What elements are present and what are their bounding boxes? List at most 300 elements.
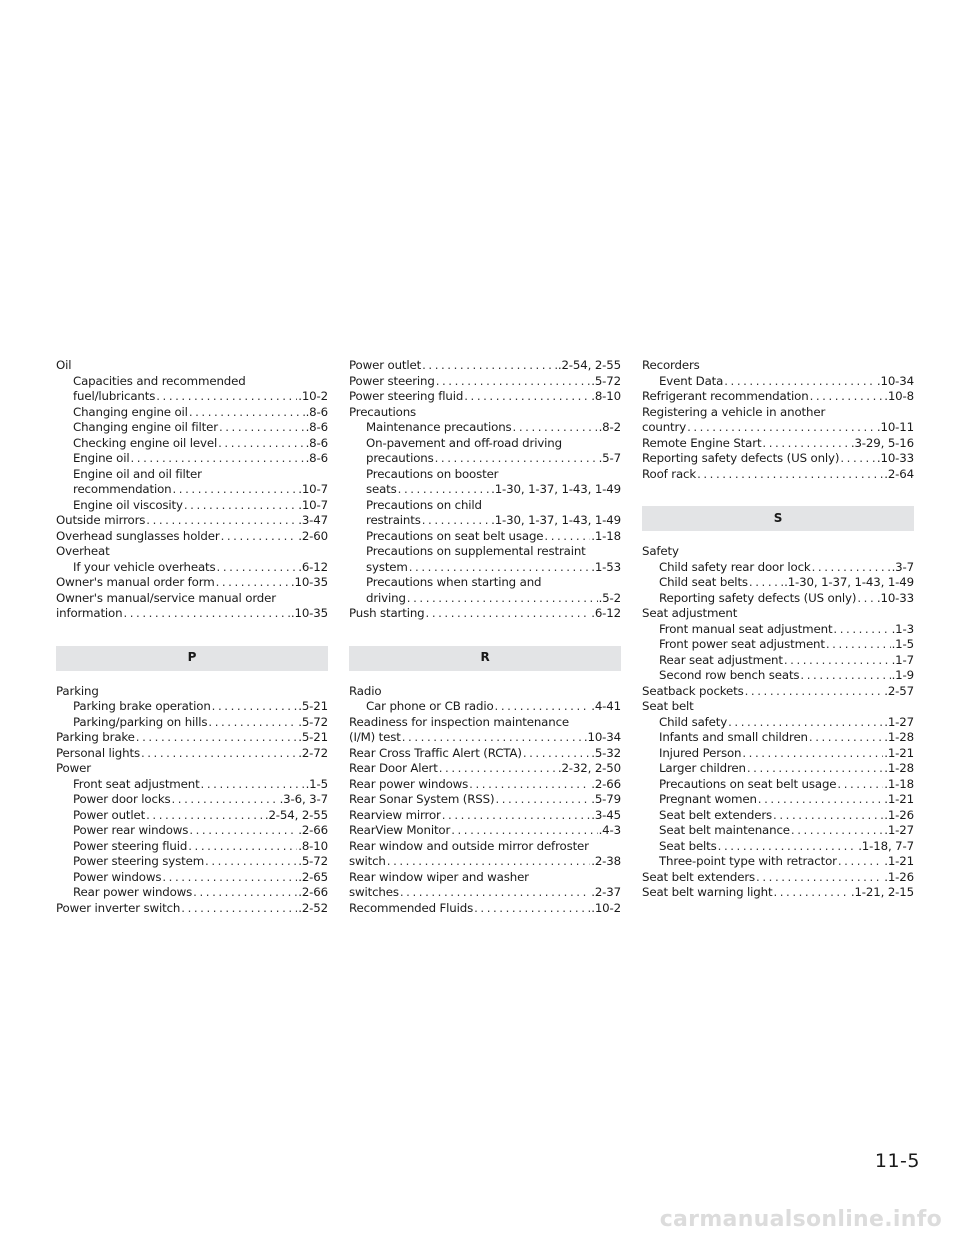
entry-term: Safety bbox=[642, 544, 679, 558]
index-subentry[interactable] bbox=[56, 808, 328, 824]
dot-leader bbox=[756, 870, 883, 886]
dot-leader bbox=[219, 420, 305, 436]
entry-page-ref[interactable]: .1-26 bbox=[884, 869, 914, 884]
entry-term: If your vehicle overheats bbox=[73, 559, 216, 574]
dot-leader bbox=[469, 777, 590, 793]
entry-page-ref[interactable]: .1-53 bbox=[591, 559, 621, 574]
entry-page-ref[interactable]: .2-66 bbox=[298, 885, 328, 899]
entry-term: Seat belt extenders bbox=[659, 807, 773, 822]
index-subentry[interactable] bbox=[56, 389, 328, 405]
dot-leader bbox=[809, 730, 883, 746]
dot-leader bbox=[812, 560, 891, 576]
entry-page-ref[interactable]: .2-32, 2-50 bbox=[557, 761, 621, 775]
dot-leader bbox=[426, 606, 591, 622]
entry-term: Power steering bbox=[349, 373, 435, 388]
entry-page-ref[interactable]: .1-18 bbox=[884, 776, 914, 791]
index-entry bbox=[349, 684, 621, 700]
entry-term: Power bbox=[56, 761, 91, 775]
entry-page-ref[interactable]: .5-32 bbox=[591, 745, 621, 760]
entry-page-ref[interactable]: .1-27 bbox=[884, 823, 914, 837]
entry-term: Rear Sonar System (RSS) bbox=[349, 792, 495, 806]
entry-term: Maintenance precautions bbox=[366, 420, 512, 434]
index-entry[interactable] bbox=[56, 606, 328, 622]
index-subentry[interactable] bbox=[642, 854, 914, 870]
index-subentry[interactable] bbox=[642, 637, 914, 653]
entry-page-ref[interactable]: .10-2 bbox=[591, 900, 621, 915]
entry-page-ref[interactable]: .2-65 bbox=[298, 869, 328, 884]
entry-page-ref[interactable]: .10-34 bbox=[876, 373, 914, 388]
index-subentry[interactable] bbox=[642, 591, 914, 607]
entry-page-ref[interactable]: .8-6 bbox=[305, 420, 328, 434]
index-subentry[interactable] bbox=[642, 839, 914, 855]
index-subentry[interactable] bbox=[642, 730, 914, 746]
dot-leader bbox=[146, 808, 264, 824]
entry-page-ref[interactable]: .2-60 bbox=[298, 528, 328, 543]
entry-page-ref[interactable]: .1-21, 2-15 bbox=[850, 885, 914, 899]
index-entry[interactable] bbox=[349, 901, 621, 917]
entry-term: Child safety rear door lock bbox=[659, 559, 811, 574]
entry-page-ref[interactable]: .1-21 bbox=[884, 745, 914, 760]
entry-term: recommendation bbox=[73, 482, 172, 496]
dot-leader bbox=[400, 885, 590, 901]
dot-leader bbox=[435, 451, 598, 467]
dot-leader bbox=[409, 560, 590, 576]
dot-leader bbox=[833, 622, 890, 638]
entry-page-ref[interactable]: .3-6, 3-7 bbox=[279, 792, 328, 806]
entry-term: Infants and small children bbox=[659, 730, 808, 744]
entry-term: Front manual seat adjustment bbox=[659, 621, 833, 636]
dot-leader bbox=[172, 792, 279, 808]
index-subentry[interactable] bbox=[642, 575, 914, 591]
dot-leader bbox=[422, 513, 490, 529]
entry-page-ref[interactable]: .10-7 bbox=[298, 482, 328, 496]
dot-leader bbox=[762, 436, 849, 452]
entry-term: Engine oil and oil filter bbox=[73, 466, 202, 481]
index-entry[interactable] bbox=[349, 374, 621, 390]
section-letter-heading: S bbox=[642, 506, 914, 531]
index-entry[interactable] bbox=[56, 730, 328, 746]
index-entry[interactable] bbox=[642, 389, 914, 405]
entry-page-ref[interactable]: .10-33 bbox=[876, 451, 914, 465]
section-letter-heading: P bbox=[56, 646, 328, 671]
entry-term: Remote Engine Start bbox=[642, 435, 762, 450]
index-entry[interactable] bbox=[349, 792, 621, 808]
index-subentry[interactable] bbox=[349, 560, 621, 576]
entry-page-ref[interactable]: .1-26 bbox=[884, 807, 914, 822]
index-subentry[interactable] bbox=[56, 777, 328, 793]
watermark: carmanualsonline.info bbox=[659, 1207, 942, 1232]
index-subentry[interactable] bbox=[642, 715, 914, 731]
entry-term: Oil bbox=[56, 358, 72, 372]
entry-term: Checking engine oil level bbox=[73, 435, 218, 450]
entry-page-ref[interactable]: .6-12 bbox=[591, 606, 621, 620]
entry-page-ref[interactable]: .2-66 bbox=[298, 823, 328, 837]
dot-leader bbox=[442, 808, 590, 824]
dot-leader bbox=[162, 870, 297, 886]
index-subentry[interactable] bbox=[56, 498, 328, 514]
entry-term: Changing engine oil filter bbox=[73, 420, 218, 434]
entry-page-ref[interactable]: .1-30, 1-37, 1-43, 1-49 bbox=[491, 513, 621, 527]
index-column-1 bbox=[56, 358, 328, 916]
index-entry bbox=[349, 715, 621, 731]
index-entry[interactable] bbox=[642, 420, 914, 436]
dot-leader bbox=[495, 699, 591, 715]
index-entry[interactable] bbox=[349, 730, 621, 746]
entry-page-ref[interactable]: .1-28 bbox=[884, 730, 914, 744]
dot-leader bbox=[205, 854, 297, 870]
index-subentry[interactable] bbox=[642, 653, 914, 669]
entry-term: Precautions on booster bbox=[366, 466, 499, 481]
index-subentry[interactable] bbox=[642, 808, 914, 824]
entry-term: Power steering fluid bbox=[349, 389, 464, 403]
entry-page-ref[interactable]: .8-10 bbox=[591, 389, 621, 403]
entry-term: Car phone or CB radio bbox=[366, 699, 494, 713]
entry-term: Reporting safety defects (US only) bbox=[642, 451, 840, 465]
entry-page-ref[interactable]: .8-2 bbox=[598, 420, 621, 434]
entry-term: Rearview mirror bbox=[349, 807, 441, 822]
dot-leader bbox=[697, 467, 883, 483]
entry-term: (I/M) test bbox=[349, 730, 401, 744]
entry-term: Engine oil viscosity bbox=[73, 497, 183, 512]
dot-leader bbox=[687, 420, 876, 436]
dot-leader bbox=[810, 389, 884, 405]
entry-term: Front seat adjustment bbox=[73, 776, 200, 791]
entry-term: Seat adjustment bbox=[642, 606, 738, 620]
entry-page-ref[interactable]: .10-33 bbox=[876, 590, 914, 605]
index-entry[interactable] bbox=[349, 389, 621, 405]
dot-leader bbox=[146, 513, 297, 529]
entry-page-ref[interactable]: .2-64 bbox=[884, 466, 914, 481]
entry-term: On-pavement and off-road driving bbox=[366, 435, 562, 450]
entry-page-ref[interactable]: .5-21 bbox=[298, 699, 328, 713]
dot-leader bbox=[495, 792, 590, 808]
index-subentry[interactable] bbox=[642, 668, 914, 684]
dot-leader bbox=[217, 560, 298, 576]
dot-leader bbox=[784, 653, 891, 669]
index-subentry bbox=[56, 467, 328, 483]
index-entry[interactable] bbox=[642, 436, 914, 452]
entry-term: Recommended Fluids bbox=[349, 900, 474, 915]
entry-page-ref[interactable]: .8-10 bbox=[298, 838, 328, 853]
entry-page-ref[interactable]: .1-30, 1-37, 1-43, 1-49 bbox=[491, 482, 621, 496]
entry-page-ref[interactable]: .2-37 bbox=[591, 885, 621, 899]
index-subentry[interactable] bbox=[349, 420, 621, 436]
dot-leader bbox=[189, 405, 305, 421]
dot-leader bbox=[523, 746, 590, 762]
entry-term: RearView Monitor bbox=[349, 823, 451, 837]
index-entry bbox=[56, 358, 328, 374]
index-subentry[interactable] bbox=[56, 854, 328, 870]
dot-leader bbox=[451, 823, 597, 839]
entry-page-ref[interactable]: .10-8 bbox=[884, 389, 914, 403]
entry-term: Injured Person bbox=[659, 745, 742, 760]
dot-leader bbox=[464, 389, 590, 405]
entry-term: Seat belts bbox=[659, 838, 717, 853]
entry-term: Reporting safety defects (US only) bbox=[659, 590, 857, 605]
entry-term: Registering a vehicle in another bbox=[642, 404, 826, 419]
entry-page-ref[interactable]: .5-72 bbox=[298, 854, 328, 868]
index-subentry[interactable] bbox=[56, 823, 328, 839]
index-subentry[interactable] bbox=[56, 436, 328, 452]
index-subentry[interactable] bbox=[642, 823, 914, 839]
index-subentry[interactable] bbox=[56, 792, 328, 808]
entry-term: precautions bbox=[366, 451, 434, 465]
entry-term: Power windows bbox=[73, 869, 162, 884]
entry-page-ref[interactable]: .5-72 bbox=[591, 373, 621, 388]
entry-term: information bbox=[56, 606, 123, 620]
entry-term: Precautions bbox=[349, 404, 417, 419]
dot-leader bbox=[758, 792, 883, 808]
entry-term: Pregnant women bbox=[659, 792, 757, 806]
entry-page-ref[interactable]: .3-29, 5-16 bbox=[850, 435, 914, 450]
entry-term: country bbox=[642, 420, 687, 434]
entry-page-ref[interactable]: .2-72 bbox=[298, 745, 328, 760]
index-subentry[interactable] bbox=[56, 560, 328, 576]
entry-term: seats bbox=[366, 482, 397, 496]
index-subentry[interactable] bbox=[56, 699, 328, 715]
index-subentry[interactable] bbox=[642, 560, 914, 576]
index-entry bbox=[642, 544, 914, 560]
entry-page-ref[interactable]: .10-2 bbox=[298, 389, 328, 403]
index-entry[interactable] bbox=[56, 901, 328, 917]
index-subentry[interactable] bbox=[56, 482, 328, 498]
dot-leader bbox=[156, 389, 297, 405]
index-entry[interactable] bbox=[349, 358, 621, 374]
index-entry[interactable] bbox=[349, 606, 621, 622]
entry-term: Readiness for inspection maintenance bbox=[349, 714, 570, 729]
index-subentry[interactable] bbox=[56, 715, 328, 731]
entry-page-ref[interactable]: .8-6 bbox=[305, 451, 328, 465]
index-entry[interactable] bbox=[349, 854, 621, 870]
entry-term: Parking brake bbox=[56, 730, 135, 744]
index-subentry[interactable] bbox=[56, 420, 328, 436]
index-entry[interactable] bbox=[349, 885, 621, 901]
entry-page-ref[interactable]: .1-9 bbox=[891, 668, 914, 682]
dot-leader bbox=[212, 699, 298, 715]
index-entry bbox=[642, 358, 914, 374]
entry-term: Radio bbox=[349, 683, 382, 698]
entry-page-ref[interactable]: .1-21 bbox=[884, 792, 914, 806]
index-entry[interactable] bbox=[349, 761, 621, 777]
entry-page-ref[interactable]: .1-18, 7-7 bbox=[858, 838, 914, 853]
index-column-3 bbox=[642, 358, 914, 901]
entry-page-ref[interactable]: .10-34 bbox=[583, 730, 621, 744]
index-subentry[interactable] bbox=[56, 451, 328, 467]
dot-leader bbox=[123, 606, 289, 622]
entry-page-ref[interactable]: .6-12 bbox=[298, 559, 328, 574]
entry-term: Seat belt bbox=[642, 699, 694, 713]
dot-leader bbox=[838, 854, 883, 870]
entry-term: Child safety bbox=[659, 714, 728, 729]
dot-leader bbox=[422, 358, 557, 374]
dot-leader bbox=[189, 823, 297, 839]
entry-page-ref[interactable]: .10-7 bbox=[298, 497, 328, 512]
entry-term: Parking bbox=[56, 683, 99, 698]
index-subentry[interactable] bbox=[56, 870, 328, 886]
index-column-2 bbox=[349, 358, 621, 916]
entry-page-ref[interactable]: .2-52 bbox=[298, 900, 328, 915]
dot-leader bbox=[800, 668, 890, 684]
entry-page-ref[interactable]: .5-2 bbox=[598, 590, 621, 605]
dot-leader bbox=[742, 746, 883, 762]
dot-leader bbox=[439, 761, 557, 777]
dot-leader bbox=[745, 684, 884, 700]
entry-term: Rear Door Alert bbox=[349, 761, 438, 775]
dot-leader bbox=[141, 746, 297, 762]
index-entry[interactable] bbox=[642, 451, 914, 467]
index-subentry[interactable] bbox=[349, 513, 621, 529]
index-entry bbox=[642, 699, 914, 715]
index-subentry[interactable] bbox=[642, 761, 914, 777]
index-entry bbox=[56, 591, 328, 607]
entry-page-ref[interactable]: .1-18 bbox=[591, 528, 621, 543]
entry-term: Rear Cross Traffic Alert (RCTA) bbox=[349, 745, 522, 760]
dot-leader bbox=[436, 374, 591, 390]
entry-page-ref[interactable]: .2-66 bbox=[591, 776, 621, 791]
entry-term: Child seat belts bbox=[659, 575, 748, 589]
entry-page-ref[interactable]: .5-79 bbox=[591, 792, 621, 806]
dot-leader bbox=[184, 498, 297, 514]
page-number: 11-5 bbox=[874, 1150, 920, 1172]
entry-page-ref[interactable]: .3-7 bbox=[891, 559, 914, 574]
index-subentry bbox=[349, 544, 621, 560]
entry-page-ref[interactable]: .1-3 bbox=[891, 621, 914, 636]
entry-page-ref[interactable]: .10-35 bbox=[290, 575, 328, 589]
entry-term: Power steering fluid bbox=[73, 838, 188, 853]
index-subentry[interactable] bbox=[642, 792, 914, 808]
index-subentry[interactable] bbox=[642, 777, 914, 793]
entry-term: Personal lights bbox=[56, 745, 140, 760]
entry-page-ref[interactable]: .2-54, 2-55 bbox=[264, 807, 328, 822]
index-entry bbox=[56, 544, 328, 560]
dot-leader bbox=[773, 808, 883, 824]
index-entry[interactable] bbox=[56, 513, 328, 529]
dot-leader bbox=[544, 529, 590, 545]
index-entry[interactable] bbox=[349, 777, 621, 793]
entry-term: Seat belt extenders bbox=[642, 869, 756, 884]
index-subentry[interactable] bbox=[349, 451, 621, 467]
dot-leader bbox=[791, 823, 883, 839]
dot-leader bbox=[402, 730, 583, 746]
entry-page-ref[interactable]: .3-45 bbox=[591, 807, 621, 822]
entry-term: Engine oil bbox=[73, 451, 130, 465]
dot-leader bbox=[188, 839, 297, 855]
dot-leader bbox=[181, 901, 297, 917]
dot-leader bbox=[387, 854, 590, 870]
entry-page-ref[interactable]: .4-3 bbox=[598, 823, 621, 837]
entry-term: Rear window and outside mirror defroster bbox=[349, 838, 589, 853]
index-subentry[interactable] bbox=[56, 839, 328, 855]
entry-term: Precautions on supplemental restraint bbox=[366, 544, 586, 558]
section-letter-heading: R bbox=[349, 646, 621, 671]
entry-page-ref[interactable]: .8-6 bbox=[305, 404, 328, 419]
index-entry[interactable] bbox=[642, 467, 914, 483]
entry-page-ref[interactable]: .1-30, 1-37, 1-43, 1-49 bbox=[784, 575, 914, 589]
entry-page-ref[interactable]: .10-11 bbox=[876, 420, 914, 434]
entry-term: Power outlet bbox=[73, 807, 146, 822]
entry-page-ref[interactable]: .5-7 bbox=[598, 451, 621, 465]
entry-page-ref[interactable]: .1-21 bbox=[884, 854, 914, 868]
index-entry[interactable] bbox=[642, 885, 914, 901]
entry-page-ref[interactable]: .2-38 bbox=[591, 854, 621, 868]
index-subentry bbox=[349, 467, 621, 483]
index-subentry[interactable] bbox=[56, 405, 328, 421]
dot-leader bbox=[407, 591, 598, 607]
index-subentry[interactable] bbox=[642, 622, 914, 638]
entry-page-ref[interactable]: .1-7 bbox=[891, 652, 914, 667]
index-entry bbox=[349, 870, 621, 886]
entry-page-ref[interactable]: .2-57 bbox=[884, 683, 914, 698]
index-subentry[interactable] bbox=[349, 591, 621, 607]
index-subentry[interactable] bbox=[349, 699, 621, 715]
entry-term: Power outlet bbox=[349, 358, 422, 372]
entry-term: Precautions when starting and bbox=[366, 575, 542, 589]
entry-page-ref[interactable]: .1-5 bbox=[891, 637, 914, 651]
index-entry[interactable] bbox=[642, 870, 914, 886]
index-entry bbox=[642, 405, 914, 421]
entry-page-ref[interactable]: .10-35 bbox=[290, 606, 328, 620]
index-subentry bbox=[349, 436, 621, 452]
dot-leader bbox=[173, 482, 298, 498]
index-entry bbox=[642, 606, 914, 622]
index-subentry[interactable] bbox=[349, 482, 621, 498]
index-entry bbox=[56, 684, 328, 700]
index-entry[interactable] bbox=[56, 529, 328, 545]
dot-leader bbox=[218, 436, 304, 452]
dot-leader bbox=[208, 715, 297, 731]
entry-term: Three-point type with retractor bbox=[659, 854, 837, 868]
index-subentry[interactable] bbox=[642, 374, 914, 390]
entry-term: switches bbox=[349, 885, 399, 899]
entry-term: Power steering system bbox=[73, 854, 205, 868]
entry-page-ref[interactable]: .8-6 bbox=[305, 435, 328, 450]
entry-page-ref[interactable]: .5-21 bbox=[298, 730, 328, 744]
index-subentry[interactable] bbox=[56, 885, 328, 901]
index-entry[interactable] bbox=[56, 575, 328, 591]
index-entry[interactable] bbox=[349, 746, 621, 762]
entry-page-ref[interactable]: .1-5 bbox=[305, 776, 328, 791]
entry-term: Rear power windows bbox=[349, 776, 469, 791]
dot-leader bbox=[728, 715, 883, 731]
index-subentry bbox=[56, 374, 328, 390]
entry-term: Power rear windows bbox=[73, 823, 189, 837]
index-entry[interactable] bbox=[349, 808, 621, 824]
entry-term: switch bbox=[349, 854, 386, 868]
index-subentry[interactable] bbox=[349, 529, 621, 545]
entry-page-ref[interactable]: .3-47 bbox=[298, 513, 328, 527]
dot-leader bbox=[216, 575, 290, 591]
index-entry bbox=[349, 839, 621, 855]
dot-leader bbox=[474, 901, 590, 917]
index-entry bbox=[349, 405, 621, 421]
entry-term: Parking/parking on hills bbox=[73, 714, 208, 729]
entry-term: Changing engine oil bbox=[73, 404, 188, 419]
index-entry[interactable] bbox=[56, 746, 328, 762]
entry-term: Power inverter switch bbox=[56, 900, 181, 915]
index-entry[interactable] bbox=[349, 823, 621, 839]
entry-page-ref[interactable]: .4-41 bbox=[591, 699, 621, 713]
entry-page-ref[interactable]: .5-72 bbox=[298, 714, 328, 729]
entry-page-ref[interactable]: .1-28 bbox=[884, 761, 914, 775]
index-entry[interactable] bbox=[642, 684, 914, 700]
dot-leader bbox=[773, 885, 849, 901]
entry-term: Seat belt maintenance bbox=[659, 823, 790, 837]
entry-page-ref[interactable]: .2-54, 2-55 bbox=[557, 358, 621, 372]
index-subentry[interactable] bbox=[642, 746, 914, 762]
entry-term: Rear seat adjustment bbox=[659, 652, 783, 667]
entry-term: Roof rack bbox=[642, 466, 697, 481]
entry-page-ref[interactable]: .1-27 bbox=[884, 714, 914, 729]
